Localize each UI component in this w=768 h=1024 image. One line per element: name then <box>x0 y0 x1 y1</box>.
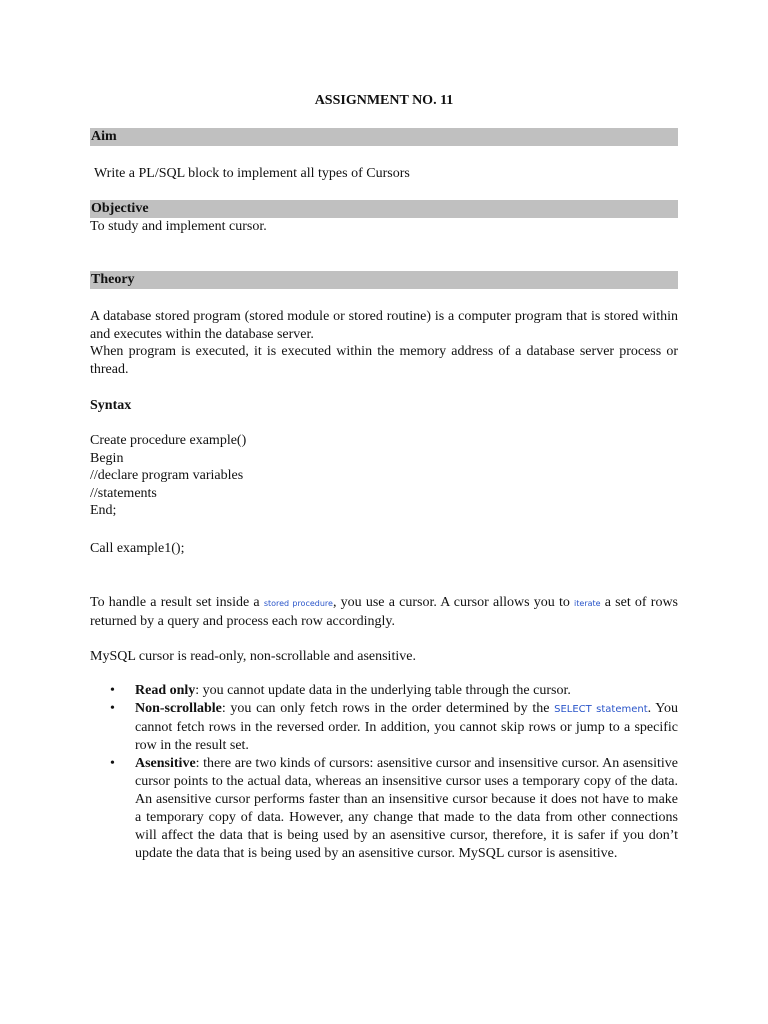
intro-text: a set of rows returned by a query and process each row accordingly. <box>90 595 679 629</box>
bullet-icon: • <box>110 756 115 771</box>
definition: . You cannot fetch rows in the reversed order. In addition, you cannot skip rows or jump to a specific row in the result set. <box>135 701 679 753</box>
cursor-intro-paragraph <box>90 594 678 630</box>
theory-heading: Theory <box>90 271 678 289</box>
objective-text: To study and implement cursor. <box>90 219 267 234</box>
list-item-read-only <box>90 682 678 700</box>
cursor-properties-list <box>90 682 678 863</box>
definition: : you can only fetch rows in the order determined by the <box>221 701 555 716</box>
code-line: End; <box>90 503 117 519</box>
code-line: //statements <box>90 485 157 501</box>
bullet-icon: • <box>110 683 115 698</box>
aim-text: Write a PL/SQL block to implement all types of Cursors <box>94 166 410 181</box>
term: Read only <box>135 683 196 698</box>
theory-paragraph-2: When program is executed, it is executed within the memory address of a database server process or thread. <box>90 344 678 377</box>
mysql-cursor-summary: MySQL cursor is read-only, non-scrollable and asensitive. <box>90 649 416 664</box>
iterate-link[interactable]: iterate <box>574 599 601 608</box>
syntax-heading: Syntax <box>90 398 132 413</box>
aim-heading: Aim <box>90 128 678 146</box>
intro-text: , you use a cursor. A cursor allows you to <box>332 595 575 610</box>
syntax-code-block <box>90 432 678 520</box>
select-statement-link[interactable]: SELECT statement <box>554 704 648 715</box>
definition: : there are two kinds of cursors: asensitive cursor and insensitive cursor. An asensitive cursor points to the actual data, whereas an insensitive cursor uses a temporary copy of the data. An asensitive cursor performs faster than an insensitive cursor because it does not have to make a temporary copy of data. However, any change that made to the data from other connections will affect the data that is being used by an asensitive cursor, therefore, it is safer if you don’t update the data that is being used by an asensitive cursor. MySQL cursor is asensitive. <box>135 756 678 861</box>
page-title: ASSIGNMENT NO. 11 <box>314 93 454 108</box>
bullet-icon: • <box>110 701 115 716</box>
intro-text: To handle a result set inside a <box>90 595 264 610</box>
objective-heading: Objective <box>90 200 678 218</box>
syntax-call: Call example1(); <box>90 541 185 556</box>
definition: : you cannot update data in the underlying table through the cursor. <box>195 683 571 698</box>
term: Non-scrollable <box>135 701 222 716</box>
term: Asensitive <box>135 756 196 771</box>
theory-paragraph-1: A database stored program (stored module or stored routine) is a computer program that is stored within and executes within the database server. <box>90 309 678 342</box>
stored-procedure-link[interactable]: stored procedure <box>263 599 333 608</box>
code-line: //declare program variables <box>90 468 244 484</box>
list-item-asensitive <box>90 755 678 863</box>
list-item-non-scrollable <box>90 700 678 755</box>
code-line: Create procedure example() <box>90 433 247 448</box>
code-line: Begin <box>90 450 124 466</box>
